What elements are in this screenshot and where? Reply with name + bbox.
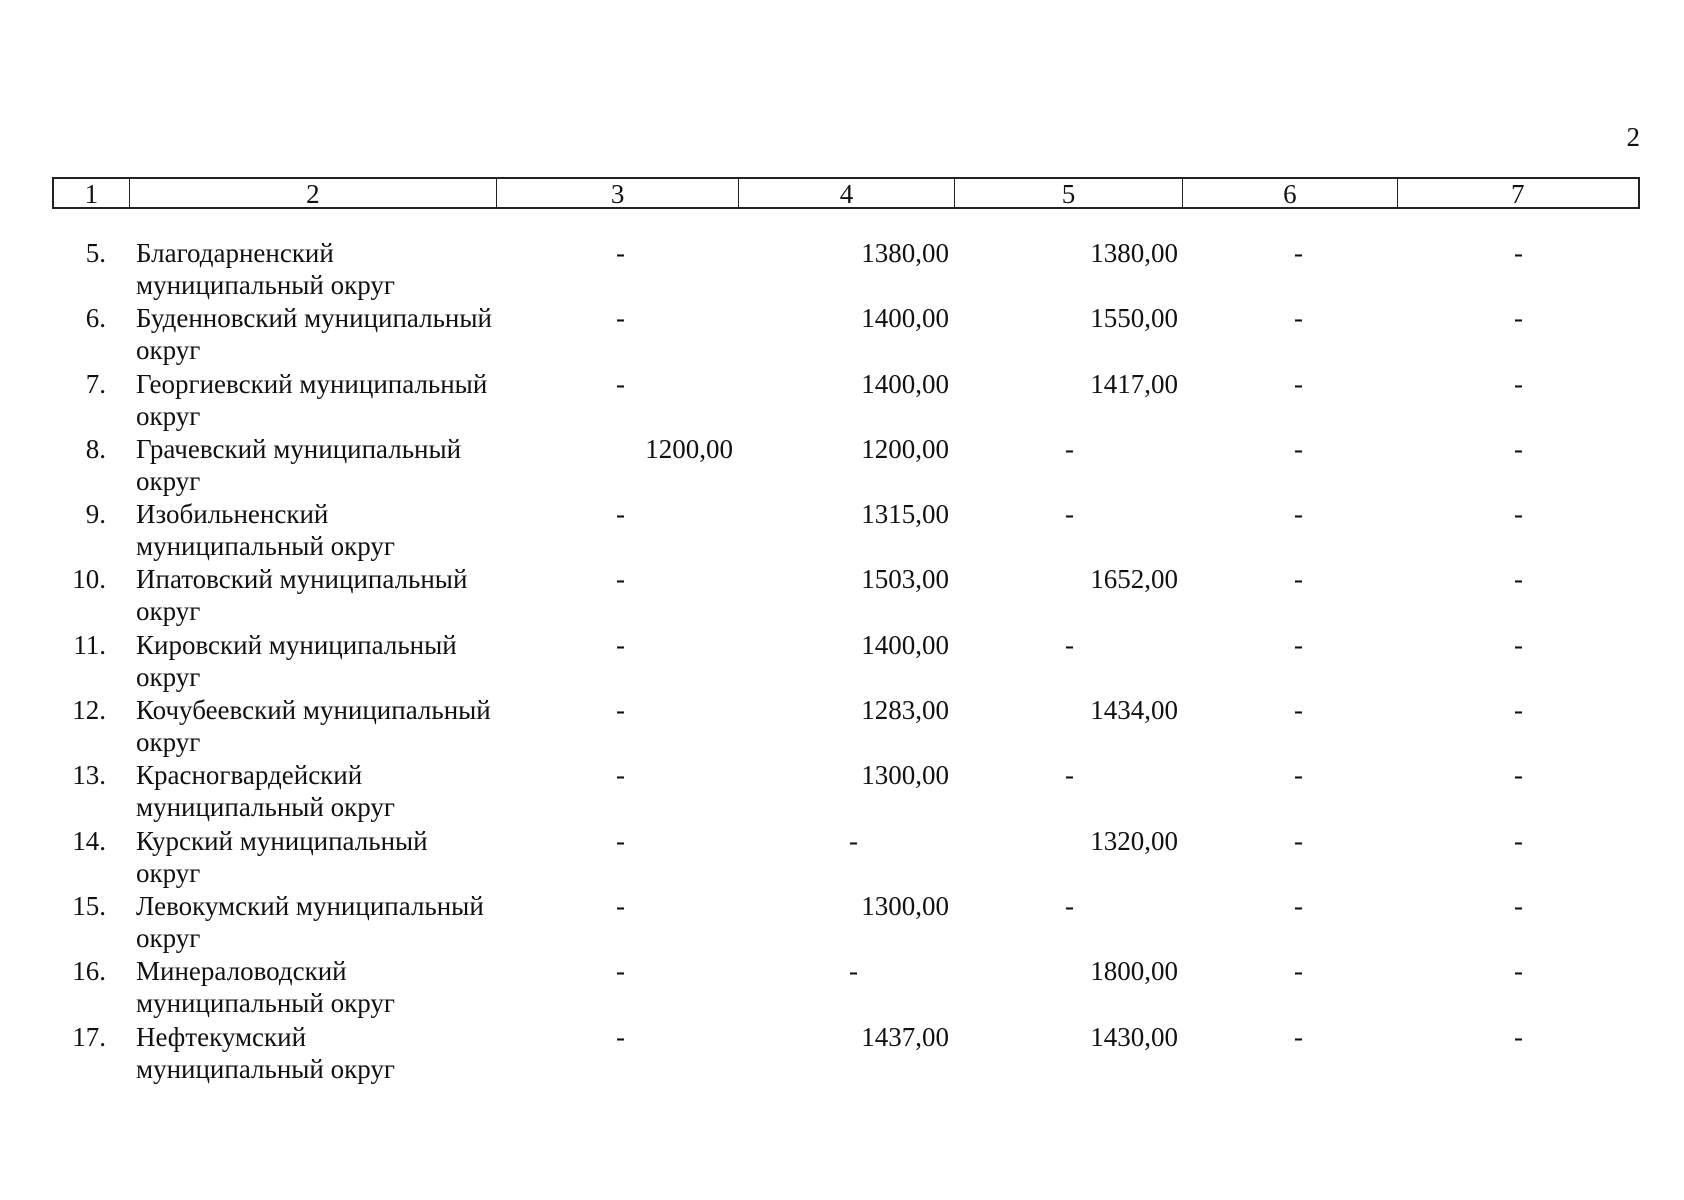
row-number: 5.: [85, 238, 106, 268]
value-cell-col6: -: [1294, 956, 1303, 987]
value-cell-col5: -: [1065, 890, 1074, 921]
page-number: 2: [1626, 122, 1640, 152]
value-cell-col5: 1320,00: [1090, 825, 1178, 856]
row-number: 16.: [72, 956, 106, 987]
value-cell-col5: -: [1065, 760, 1074, 791]
municipality-name: Минераловодский муниципальный округ: [136, 956, 395, 1019]
value-cell-col6: -: [1294, 238, 1303, 268]
value-cell-col4: 1283,00: [861, 695, 949, 726]
municipality-name: Благодарненский муниципальный округ: [136, 238, 395, 300]
value-cell-col4: 1380,00: [861, 238, 949, 268]
row-number: 10.: [72, 564, 106, 595]
value-cell-col3: -: [616, 629, 625, 660]
value-cell-col5: 1800,00: [1090, 956, 1178, 987]
value-cell-col6: -: [1294, 695, 1303, 726]
value-cell-col4: 1315,00: [861, 499, 949, 530]
municipality-name: Кочубеевский муниципальный округ: [136, 695, 491, 758]
value-cell-col7: -: [1514, 433, 1523, 464]
table-header: [52, 177, 1640, 209]
value-cell-col7: -: [1514, 890, 1523, 921]
value-cell-col7: -: [1514, 825, 1523, 856]
value-cell-col7: -: [1514, 368, 1523, 399]
value-cell-col7: -: [1514, 303, 1523, 334]
value-cell-col4: 1503,00: [861, 564, 949, 595]
value-cell-col6: -: [1294, 303, 1303, 334]
value-cell-col5: 1380,00: [1090, 238, 1178, 268]
value-cell-col6: -: [1294, 433, 1303, 464]
table-body: [52, 237, 1640, 1086]
value-cell-col4: 1200,00: [861, 433, 949, 464]
column-header: 6: [1183, 179, 1397, 207]
value-cell-col5: 1430,00: [1090, 1021, 1178, 1052]
table-row: [52, 890, 1640, 955]
value-cell-col4: 1400,00: [861, 368, 949, 399]
value-cell-col7: -: [1514, 956, 1523, 987]
value-cell-col3: -: [616, 1021, 625, 1052]
value-cell-col7: -: [1514, 499, 1523, 530]
row-number: 14.: [72, 825, 106, 856]
table-row: [52, 498, 1640, 563]
data-table: [52, 177, 1640, 1086]
municipality-name: Красногвардейский муниципальный округ: [136, 760, 395, 823]
value-cell-col7: -: [1514, 238, 1523, 268]
value-cell-col4: -: [849, 825, 858, 856]
row-number: 9.: [85, 499, 106, 530]
table-row: [52, 955, 1640, 1020]
table-row: [52, 629, 1640, 694]
value-cell-col3: -: [616, 238, 625, 268]
value-cell-col6: -: [1294, 629, 1303, 660]
municipality-name: Кировский муниципальный округ: [136, 629, 457, 692]
value-cell-col3: -: [616, 760, 625, 791]
table-row: [52, 563, 1640, 628]
column-header: 5: [955, 179, 1183, 207]
table-row: [52, 433, 1640, 498]
value-cell-col6: -: [1294, 368, 1303, 399]
value-cell-col6: -: [1294, 760, 1303, 791]
column-header: 3: [497, 179, 739, 207]
row-number: 11.: [73, 629, 106, 660]
value-cell-col4: 1400,00: [861, 629, 949, 660]
value-cell-col5: -: [1065, 499, 1074, 530]
municipality-name: Грачевский муниципальный округ: [136, 433, 462, 496]
municipality-name: Изобильненский муниципальный округ: [136, 499, 395, 562]
value-cell-col3: -: [616, 303, 625, 334]
value-cell-col7: -: [1514, 564, 1523, 595]
municipality-name: Левокумский муниципальный округ: [136, 890, 484, 953]
municipality-name: Буденновский муниципальный округ: [136, 303, 492, 366]
table-row: [52, 759, 1640, 824]
row-number: 13.: [72, 760, 106, 791]
value-cell-col3: -: [616, 499, 625, 530]
table-row: [52, 694, 1640, 759]
row-number: 17.: [72, 1021, 106, 1052]
table-row: [52, 825, 1640, 890]
value-cell-col3: -: [616, 564, 625, 595]
value-cell-col7: -: [1514, 760, 1523, 791]
row-number: 15.: [72, 890, 106, 921]
value-cell-col6: -: [1294, 825, 1303, 856]
value-cell-col3: 1200,00: [645, 433, 733, 464]
value-cell-col6: -: [1294, 564, 1303, 595]
value-cell-col3: -: [616, 825, 625, 856]
municipality-name: Курский муниципальный округ: [136, 825, 428, 888]
value-cell-col6: -: [1294, 890, 1303, 921]
value-cell-col5: -: [1065, 433, 1074, 464]
row-number: 8.: [85, 433, 106, 464]
table-row: [52, 1021, 1640, 1086]
value-cell-col3: -: [616, 695, 625, 726]
column-header: 4: [739, 179, 954, 207]
row-number: 6.: [85, 303, 106, 334]
municipality-name: Ипатовский муниципальный округ: [136, 564, 468, 627]
value-cell-col5: 1550,00: [1090, 303, 1178, 334]
value-cell-col7: -: [1514, 1021, 1523, 1052]
value-cell-col6: -: [1294, 1021, 1303, 1052]
value-cell-col4: 1300,00: [861, 760, 949, 791]
value-cell-col5: 1652,00: [1090, 564, 1178, 595]
municipality-name: Нефтекумский муниципальный округ: [136, 1021, 395, 1084]
value-cell-col6: -: [1294, 499, 1303, 530]
column-header: 2: [130, 179, 497, 207]
column-header: 1: [54, 179, 130, 207]
table-row: [52, 368, 1640, 433]
column-header: 7: [1511, 179, 1525, 209]
value-cell-col5: 1434,00: [1090, 695, 1178, 726]
value-cell-col3: -: [616, 368, 625, 399]
value-cell-col3: -: [616, 890, 625, 921]
municipality-name: Георгиевский муниципальный округ: [136, 368, 488, 431]
value-cell-col5: 1417,00: [1090, 368, 1178, 399]
row-number: 7.: [85, 368, 106, 399]
value-cell-col5: -: [1065, 629, 1074, 660]
value-cell-col4: 1437,00: [861, 1021, 949, 1052]
value-cell-col3: -: [616, 956, 625, 987]
table-row: [52, 302, 1640, 367]
value-cell-col7: -: [1514, 629, 1523, 660]
value-cell-col4: -: [849, 956, 858, 987]
value-cell-col4: 1300,00: [861, 890, 949, 921]
row-number: 12.: [72, 695, 106, 726]
table-row: [52, 237, 1640, 302]
value-cell-col7: -: [1514, 695, 1523, 726]
value-cell-col4: 1400,00: [861, 303, 949, 334]
